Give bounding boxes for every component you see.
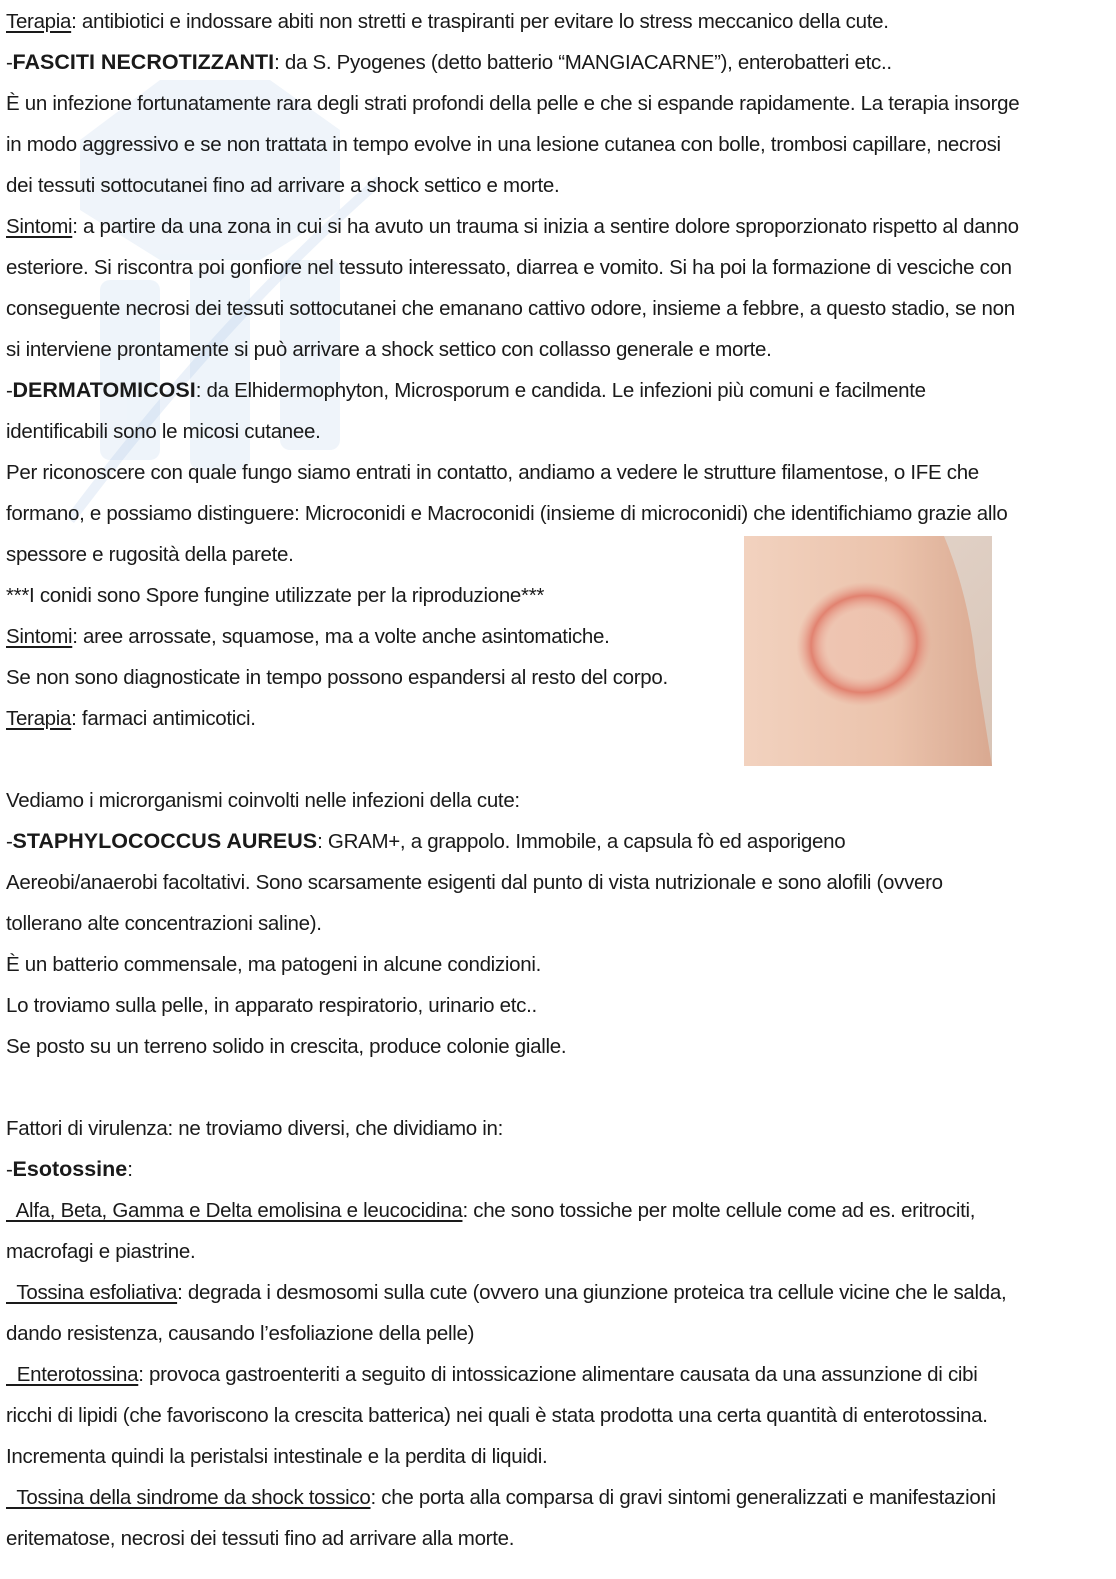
- toxin-label-esfoliativa: Tossina esfoliativa: [6, 1281, 178, 1304]
- toxin-label-emolisine: Alfa, Beta, Gamma e Delta emolisina e leucocidina: [6, 1199, 463, 1222]
- line-25: Se posto su un terreno solido in crescita, produce colonie gialle.: [6, 1035, 567, 1058]
- toxin-label-shock-tossico: Tossina della sindrome da shock tossico: [6, 1486, 371, 1509]
- line-24: Lo troviamo sulla pelle, in apparato respiratorio, urinario etc..: [6, 994, 537, 1017]
- line-5: dei tessuti sottocutanei fino ad arrivare a shock settico e morte.: [6, 174, 560, 197]
- line-22: tollerano alte concentrazioni saline).: [6, 912, 322, 935]
- line-1: [6, 1, 1100, 42]
- section-heading-esotossine: Esotossine: [12, 1157, 128, 1181]
- line-31: dando resistenza, causando l’esfoliazione della pelle): [6, 1322, 475, 1345]
- line-text: : farmaci antimicotici.: [71, 707, 256, 730]
- line-text: :: [127, 1158, 133, 1181]
- line-23: È un batterio commensale, ma patogeni in alcune condizioni.: [6, 953, 541, 976]
- line-text: : antibiotici e indossare abiti non stretti e traspiranti per evitare lo stress meccanico della cute.: [71, 10, 889, 33]
- bullet-dash: -: [6, 379, 13, 402]
- bullet-dash: -: [6, 830, 13, 853]
- line-6: [6, 206, 1100, 247]
- line-text: : GRAM+, a grappolo. Immobile, a capsula fò ed asporigeno: [317, 830, 846, 853]
- line-4: in modo aggressivo e se non trattata in tempo evolve in una lesione cutanea con bolle, trombosi capillare, necrosi: [6, 133, 1001, 156]
- line-30: [6, 1272, 1100, 1313]
- line-text: : da S. Pyogenes (detto batterio “MANGIACARNE”), enterobatteri etc..: [274, 51, 892, 74]
- line-text: : che sono tossiche per molte cellule come ad es. eritrociti,: [462, 1199, 976, 1222]
- line-text: : che porta alla comparsa di gravi sintomi generalizzati e manifestazioni: [370, 1486, 996, 1509]
- line-9: si interviene prontamente si può arrivare a shock settico con collasso generale e morte.: [6, 338, 772, 361]
- line-text: : da Elhidermophyton, Microsporum e candida. Le infezioni più comuni e facilmente: [195, 379, 926, 402]
- line-text: : a partire da una zona in cui si ha avuto un trauma si inizia a sentire dolore sproporzionato rispetto al danno: [72, 215, 1019, 238]
- symptoms-label: Sintomi: [6, 625, 73, 648]
- line-19: Vediamo i microrganismi coinvolti nelle infezioni della cute:: [6, 789, 520, 812]
- line-3: È un infezione fortunatamente rara degli strati profondi della pelle e che si espande rapidamente. La terapia insorge: [6, 92, 1020, 115]
- line-28: [6, 1190, 1100, 1231]
- line-text: : provoca gastroenteriti a seguito di intossicazione alimentare causata da una assunzione di cibi: [138, 1363, 978, 1386]
- line-15-note: ***I conidi sono Spore fungine utilizzate per la riproduzione***: [6, 584, 545, 607]
- line-26: Fattori di virulenza: ne troviamo diversi, che dividiamo in:: [6, 1117, 503, 1140]
- line-36: eritematose, necrosi dei tessuti fino ad arrivare alla morte.: [6, 1527, 515, 1550]
- line-text: : degrada i desmosomi sulla cute (ovvero una giunzione proteica tra cellule vicine che le salda,: [177, 1281, 1007, 1304]
- therapy-label: Terapia: [6, 707, 72, 730]
- section-heading-staphylococcus: STAPHYLOCOCCUS AUREUS: [12, 829, 318, 853]
- line-35: [6, 1477, 1100, 1518]
- line-12: Per riconoscere con quale fungo siamo entrati in contatto, andiamo a vedere le strutture filamentose, o IFE che: [6, 461, 979, 484]
- section-heading-fasciti: FASCITI NECROTIZZANTI: [12, 50, 275, 74]
- toxin-label-enterotossina: Enterotossina: [6, 1363, 139, 1386]
- line-27: [6, 1149, 1100, 1190]
- line-2: [6, 42, 1100, 83]
- symptoms-label: Sintomi: [6, 215, 73, 238]
- line-32: [6, 1354, 1100, 1395]
- line-10: [6, 370, 1100, 411]
- line-13: formano, e possiamo distinguere: Microconidi e Macroconidi (insieme di microconidi) che identifichiamo grazie allo: [6, 502, 1008, 525]
- line-14: spessore e rugosità della parete.: [6, 543, 294, 566]
- section-heading-dermatomicosi: DERMATOMICOSI: [12, 378, 196, 402]
- line-8: conseguente necrosi dei tessuti sottocutanei che emanano cattivo odore, insieme a febbre, a questo stadio, se non: [6, 297, 1015, 320]
- line-29: macrofagi e piastrine.: [6, 1240, 196, 1263]
- ringworm-skin-photo: [744, 536, 992, 766]
- bullet-dash: -: [6, 51, 13, 74]
- line-34: Incrementa quindi la peristalsi intestinale e la perdita di liquidi.: [6, 1445, 548, 1468]
- therapy-label: Terapia: [6, 10, 72, 33]
- line-text: : aree arrossate, squamose, ma a volte anche asintomatiche.: [72, 625, 610, 648]
- line-17: Se non sono diagnosticate in tempo possono espandersi al resto del corpo.: [6, 666, 668, 689]
- line-20: [6, 821, 1100, 862]
- bullet-dash: -: [6, 1158, 13, 1181]
- line-11: identificabili sono le micosi cutanee.: [6, 420, 321, 443]
- line-7: esteriore. Si riscontra poi gonfiore nel tessuto interessato, diarrea e vomito. Si ha poi la formazione di vesciche con: [6, 256, 1012, 279]
- line-21: Aereobi/anaerobi facoltativi. Sono scarsamente esigenti dal punto di vista nutrizionale e sono alofili (ovvero: [6, 871, 943, 894]
- line-33: ricchi di lipidi (che favoriscono la crescita batterica) nei quali è stata prodotta una certa quantità di enterotossina.: [6, 1404, 988, 1427]
